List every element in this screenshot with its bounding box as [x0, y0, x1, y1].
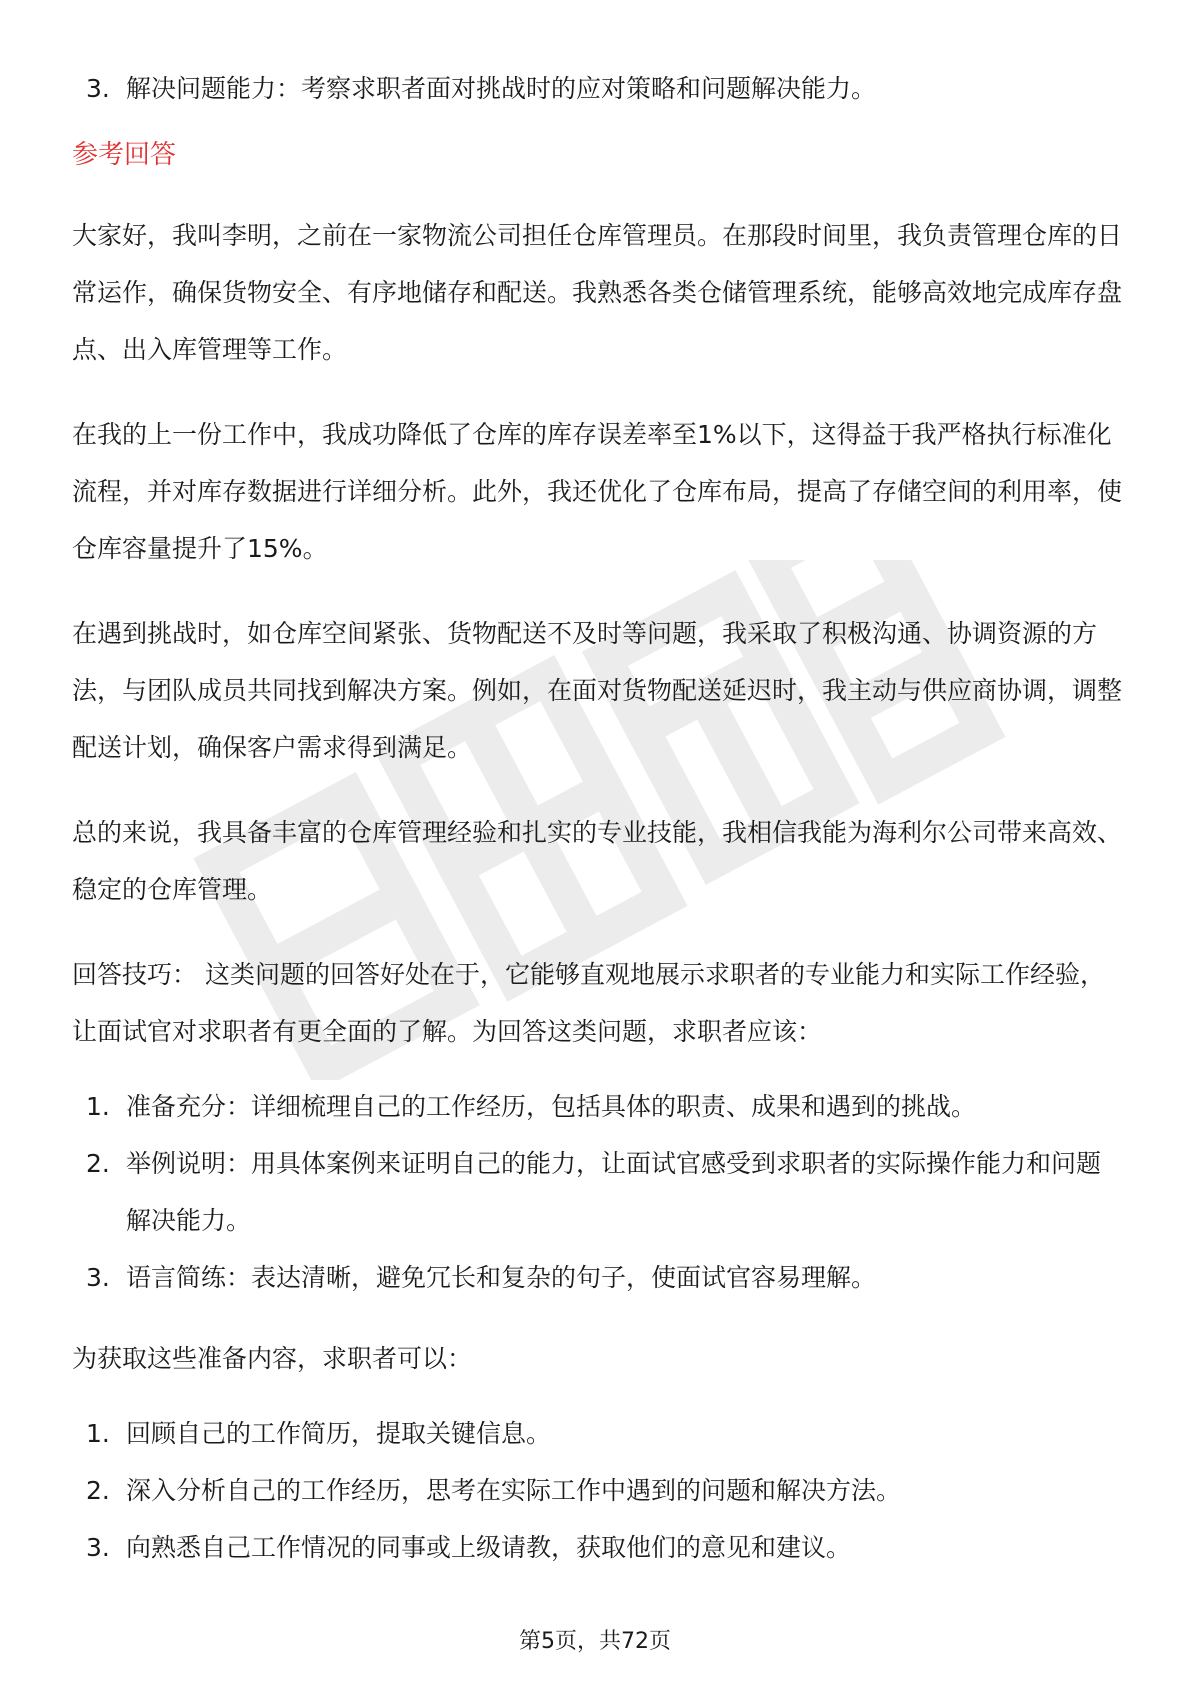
list-number: 3. — [86, 1533, 110, 1562]
prep-intro: 为获取这些准备内容，求职者可以： — [72, 1344, 473, 1373]
list-item — [72, 60, 1122, 117]
list-text: 举例说明：用具体案例来证明自己的能力，让面试官感受到求职者的实际操作能力和问题解决能力。 — [126, 1149, 1102, 1235]
list-text: 准备充分：详细梳理自己的工作经历，包括具体的职责、成果和遇到的挑战。 — [126, 1092, 977, 1121]
paragraph: 在遇到挑战时，如仓库空间紧张、货物配送不及时等问题，我采取了积极沟通、协调资源的方法，与团队成员共同找到解决方案。例如，在面对货物配送延迟时，我主动与供应商协调，调整配送计划，确保客户需求得到满足。 — [72, 619, 1123, 762]
paragraph: 大家好，我叫李明，之前在一家物流公司担任仓库管理员。在那段时间里，我负责管理仓库的日常运作，确保货物安全、有序地储存和配送。我熟悉各类仓储管理系统，能够高效地完成库存盘点、出入库管理等工作。 — [72, 221, 1123, 364]
list-text: 向熟悉自己工作情况的同事或上级请教，获取他们的意见和建议。 — [126, 1533, 852, 1562]
list-number: 1. — [86, 1419, 110, 1448]
page-number-footer: 第5页，共72页 — [519, 1629, 671, 1654]
list-item — [72, 1078, 1122, 1135]
paragraph: 在我的上一份工作中，我成功降低了仓库的库存误差率至1%以下，这得益于我严格执行标准化流程，并对库存数据进行详细分析。此外，我还优化了仓库布局，提高了存储空间的利用率，使仓库容量提升了15%。 — [72, 420, 1123, 563]
list-text: 深入分析自己的工作经历，思考在实际工作中遇到的问题和解决方法。 — [126, 1476, 902, 1505]
list-number: 3. — [86, 1263, 110, 1292]
prep-list — [72, 1405, 1122, 1576]
list-number: 3. — [86, 74, 110, 103]
list-text: 解决问题能力：考察求职者面对挑战时的应对策略和问题解决能力。 — [126, 74, 877, 103]
document-body — [72, 60, 1122, 1576]
list-item — [72, 1405, 1122, 1462]
list-number: 2. — [86, 1149, 110, 1178]
list-number: 2. — [86, 1476, 110, 1505]
paragraph: 总的来说，我具备丰富的仓库管理经验和扎实的专业技能，我相信我能为海利尔公司带来高效、稳定的仓库管理。 — [72, 818, 1123, 904]
list-item — [72, 1135, 1122, 1249]
list-number: 1. — [86, 1092, 110, 1121]
list-item — [72, 1249, 1122, 1306]
list-item — [72, 1462, 1122, 1519]
section-heading: 参考回答 — [72, 140, 177, 170]
answer-tips-paragraph: 回答技巧： 这类问题的回答好处在于，它能够直观地展示求职者的专业能力和实际工作经验，让面试官对求职者有更全面的了解。为回答这类问题，求职者应该： — [72, 960, 1105, 1046]
list-text: 语言简练：表达清晰，避免冗长和复杂的句子，使面试官容易理解。 — [126, 1263, 877, 1292]
criteria-list — [72, 60, 1122, 117]
list-text: 回顾自己的工作简历，提取关键信息。 — [126, 1419, 552, 1448]
list-item — [72, 1519, 1122, 1576]
tips-list — [72, 1078, 1122, 1306]
